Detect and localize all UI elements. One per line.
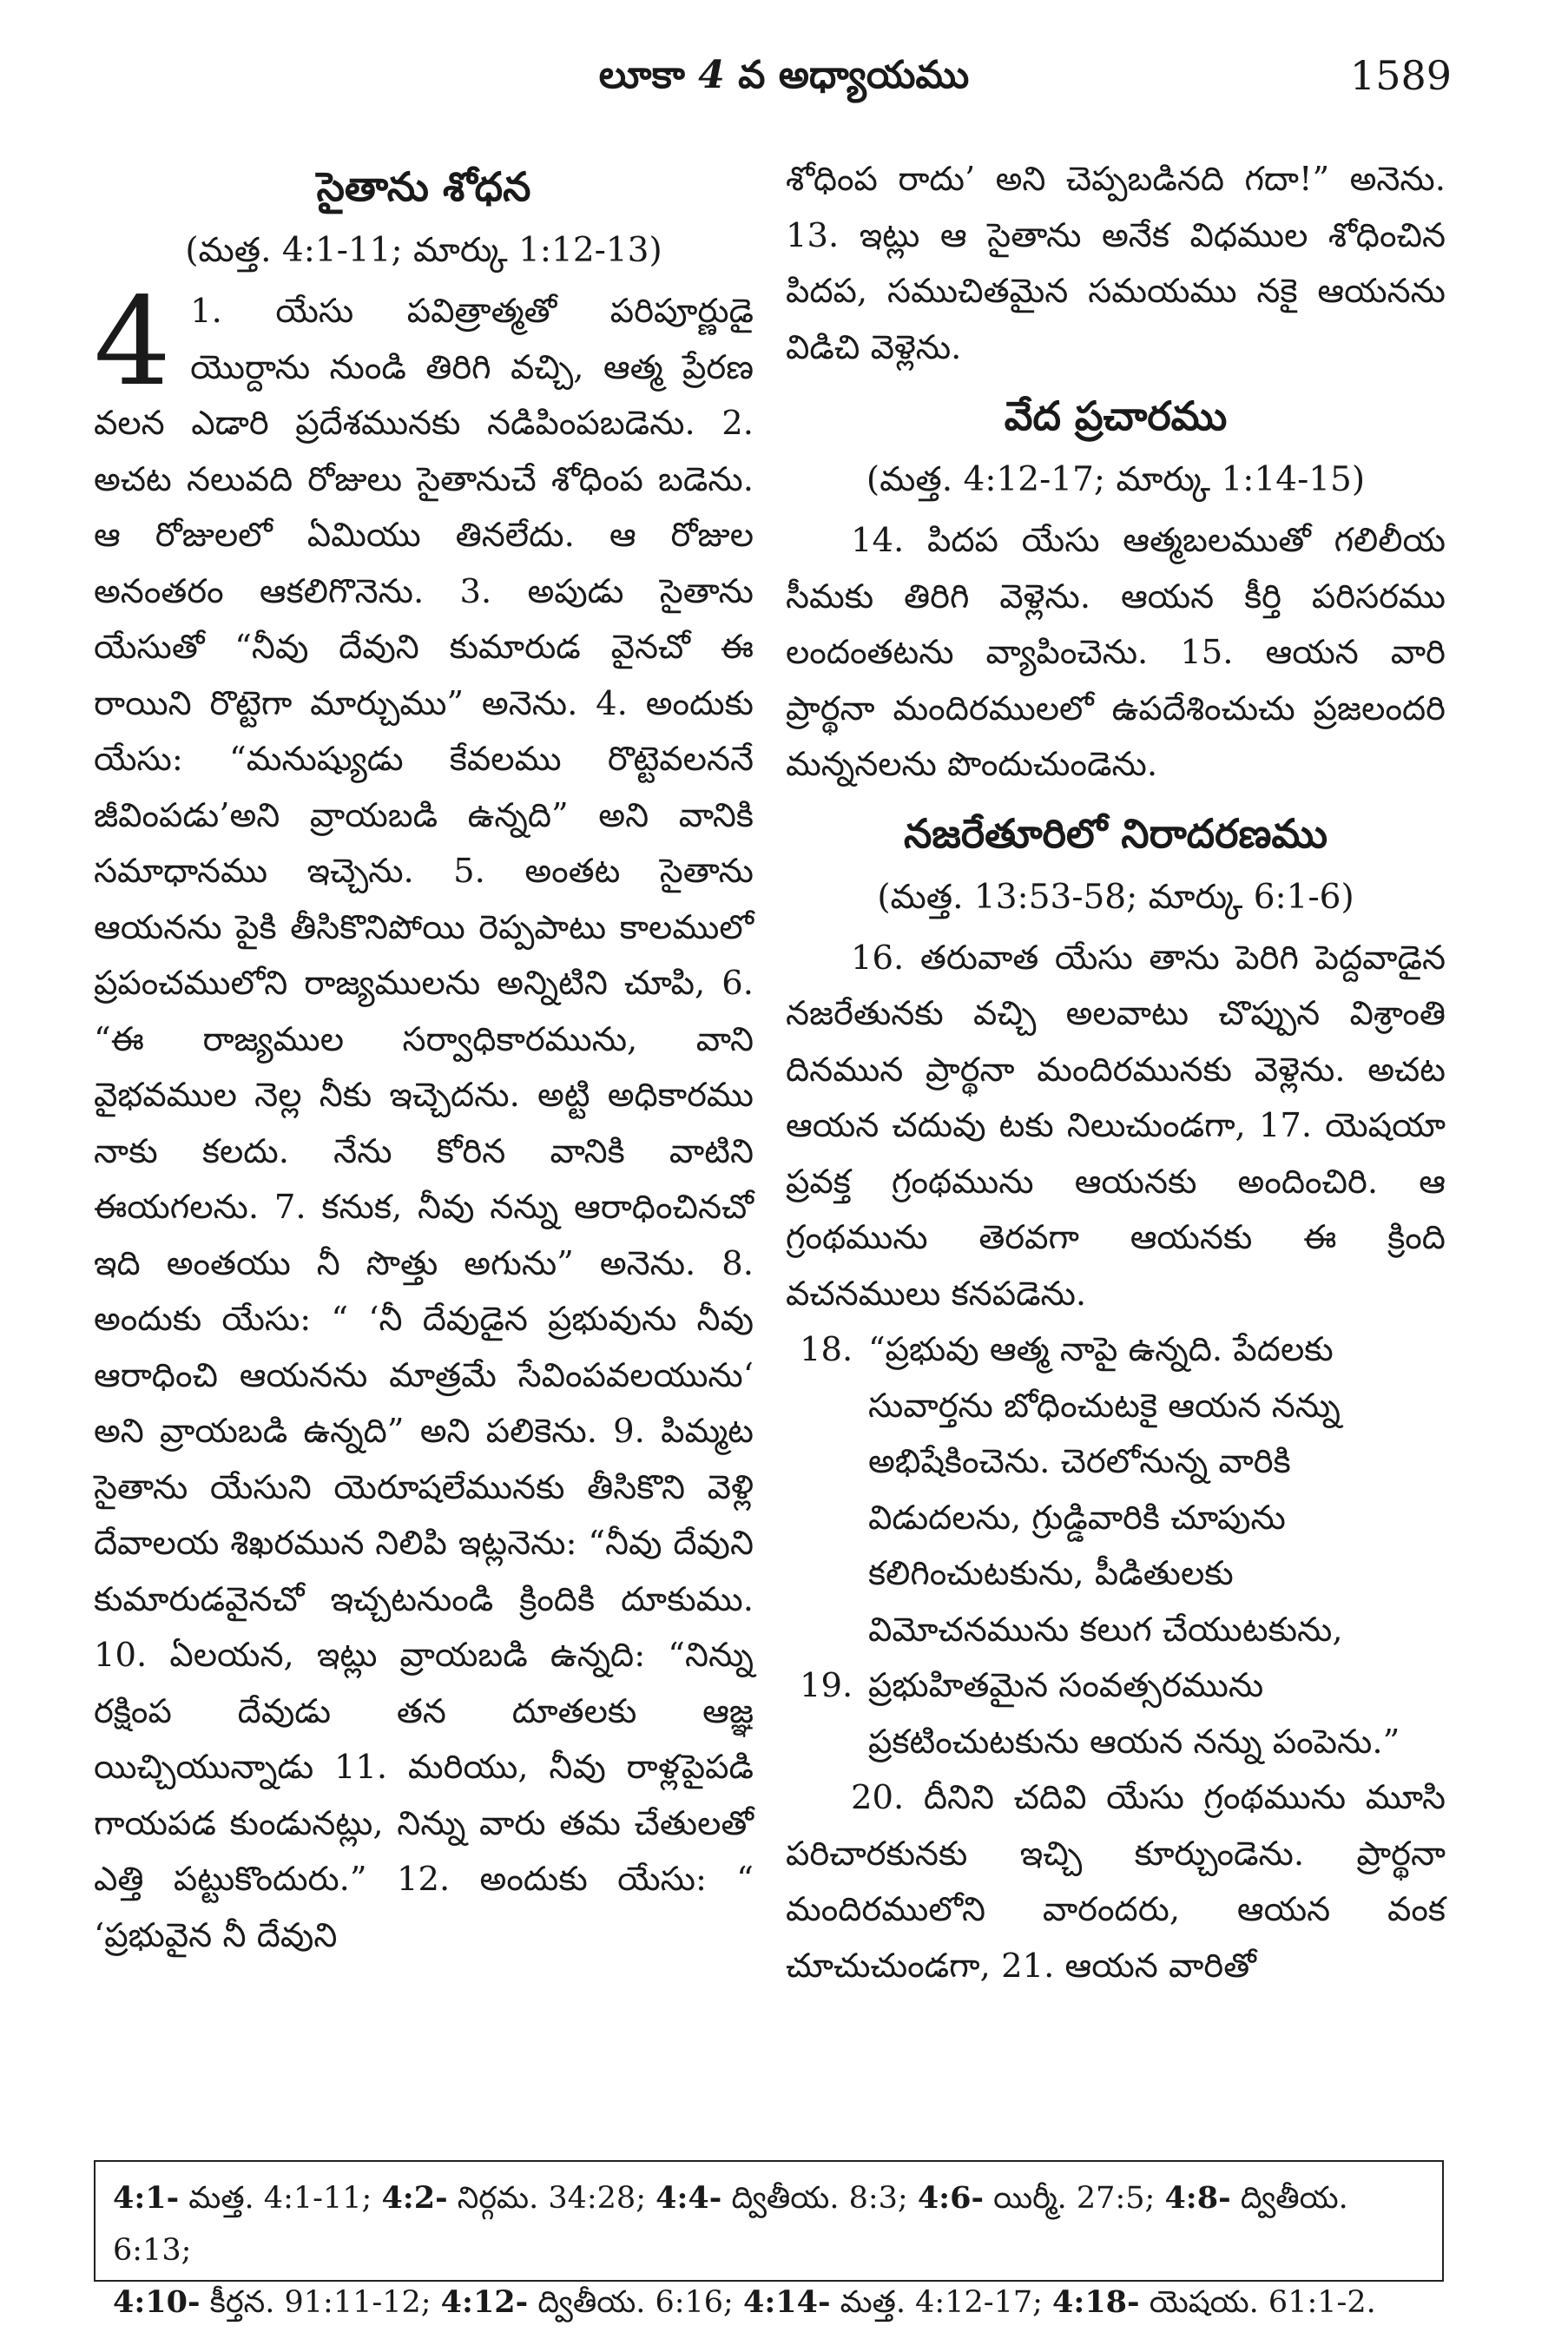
running-head xyxy=(0,45,1568,106)
left-column xyxy=(94,152,754,1964)
footnote: 4:1- మత్త. 4:1-11; xyxy=(113,2180,372,2216)
footnote: 4:12- ద్వితీయ. 6:16; xyxy=(440,2284,734,2320)
section-ref-temptation: (మత్త. 4:1-11; మార్కు 1:12-13) xyxy=(185,231,662,270)
verse-18-line: 18. “ప్రభువు ఆత్మ నాపై ఉన్నది. పేదలకు xyxy=(786,1322,1446,1379)
verse-18-line: సువార్తను బోధించుటకై ఆయన నన్ను xyxy=(868,1386,1341,1426)
verse-number: 18. xyxy=(800,1330,853,1369)
verse-18-line: విడుదలను, గ్రుడ్డివారికి చూపును xyxy=(868,1498,1286,1538)
preaching-paragraph: 14. పిదప యేసు ఆత్మబలముతో గలిలీయ సీమకు తిరిగి వెళ్లెను. ఆయన కీర్తి పరిసరము లందంతటను వ్యాపించెను. 15. ఆయన వారి ప్రార్థనా మందిరములలో ఉపదేశించుచు ప్రజలందరి మన్ననలను పొందుచుండెను. xyxy=(786,521,1446,784)
paragraph-text: 1. యేసు పవిత్రాత్మతో పరిపూర్ణుడై యొర్దాను నుండి తిరిగి వచ్చి, ఆత్మ ప్రేరణ వలన ఎడారి ప్రదేశమునకు నడిపింపబడెను. 2. అచట నలువది రోజులు సైతానుచే శోధింప బడెను. ఆ రోజులలో ఏమియు తినలేదు. ఆ రోజుల అనంతరం ఆకలిగొనెను. 3. అపుడు సైతాను యేసుతో “నీవు దేవుని కుమారుడ వైనచో ఈ రాయిని రొట్టెగా మార్చుము” అనెను. 4. అందుకు యేసు: “మనుష్యుడు కేవలము రొట్టెవలననే జీవింపడు’అని వ్రాయబడి ఉన్నది” అని వానికి సమాధానము ఇచ్చెను. 5. అంతట సైతాను ఆయనను పైకి తీసికొనిపోయి రెప్పపాటు కాలములో ప్రపంచములోని రాజ్యములను అన్నిటిని చూపి, 6. “ఈ రాజ్యముల సర్వాధికారమును, వాని వైభవముల నెల్ల నీకు ఇచ్చెదను. అట్టి అధికారము నాకు కలదు. నేను కోరిన వానికి వాటిని ఈయగలను. 7. కనుక, నీవు నన్ను ఆరాధించినచో ఇది అంతయు నీ సొత్తు అగును” అనెను. 8. అందుకు యేసు: “ ‘నీ దేవుడైన ప్రభువును నీవు ఆరాధించి ఆయనను మాత్రమే సేవింపవలయును‘ అని వ్రాయబడి ఉన్నది” అని పలికెను. 9. పిమ్మట సైతాను యేసుని యెరూషలేమునకు తీసికొని వెళ్లి దేవాలయ శిఖరమున నిలిపి ఇట్లనెను: “నీవు దేవుని కుమారుడవైనచో ఇచ్చటనుండి క్రిందికి దూకుము. 10. ఏలయన, ఇట్లు వ్రాయబడి ఉన్నది: “నిన్ను రక్షింప దేవుడు తన దూతలకు ఆజ్ఞ యిచ్చియున్నాడు 11. మరియు, నీవు రాళ్లపైపడి గాయపడ కుండునట్లు, నిన్ను వారు తమ చేతులతో ఎత్తి పట్టుకొందురు.” 12. అందుకు యేసు: “ ‘ప్రభువైన నీ దేవుని xyxy=(94,292,754,1955)
footnote: 4:8- ద్వితీయ. 6:13; xyxy=(113,2180,1348,2268)
verse-number: 19. xyxy=(800,1666,853,1705)
chapter-opening-paragraph xyxy=(94,272,754,1964)
book-name: లూకా xyxy=(598,53,685,97)
footnote: 4:6- యిర్మీ. 27:5; xyxy=(917,2180,1156,2216)
section-title-preaching: వేద ప్రచారము xyxy=(1004,392,1228,439)
chapter-word: వ అధ్యాయము xyxy=(738,53,970,97)
verse-18-line: కలిగించుటకును, పీడితులకు xyxy=(868,1554,1234,1593)
page-number: 1589 xyxy=(1349,52,1452,99)
verse-18-line: విమోచనమును కలుగ చేయుటకును, xyxy=(868,1610,1343,1650)
cross-reference-footnotes xyxy=(94,2160,1444,2320)
page-header xyxy=(0,45,1568,106)
section-title-nazareth: నజరేతూరిలో నిరాదరణము xyxy=(903,809,1328,857)
nazareth-paragraph: 16. తరువాత యేసు తాను పెరిగి పెద్దవాడైన నజరేతునకు వచ్చి అలవాటు చొప్పున విశ్రాంతి దినమున ప్రార్థనా మందిరమునకు వెళ్లెను. అచట ఆయన చదువు టకు నిలుచుండగా, 17. యెషయా ప్రవక్త గ్రంథమును ఆయనకు అందించిరి. ఆ గ్రంథమును తెరవగా ఆయనకు ఈ క్రింది వచనములు కనపడెను. xyxy=(786,938,1446,1314)
footnote: 4:4- ద్వితీయ. 8:3; xyxy=(656,2180,908,2216)
footnote: 4:14- మత్త. 4:12-17; xyxy=(742,2284,1043,2320)
chapter-number: 4 xyxy=(698,53,725,97)
section-ref-preaching: (మత్త. 4:12-17; మార్కు 1:14-15) xyxy=(866,460,1366,499)
verse-18-line: అభిషేకించెను. చెరలోనున్న వారికి xyxy=(868,1442,1291,1481)
verse-19-line: 19. ప్రభుహితమైన సంవత్సరమును xyxy=(786,1658,1446,1715)
footnote: 4:18- యెషయ. 61:1-2. xyxy=(1052,2284,1376,2320)
section-title-temptation: సైతాను శోధన xyxy=(316,163,531,210)
chapter-numeral: 4 xyxy=(94,272,172,413)
footnote: 4:2- నిర్గమ. 34:28; xyxy=(381,2180,646,2216)
continuation-paragraph: శోధింప రాదు’ అని చెప్పబడినది గదా!” అనెను. 13. ఇట్లు ఆ సైతాను అనేక విధముల శోధించిన పిదప, సముచితమైన సమయము నకై ఆయనను విడిచి వెళ్లెను. xyxy=(786,160,1446,367)
closing-paragraph: 20. దీనిని చదివి యేసు గ్రంథమును మూసి పరిచారకునకు ఇచ్చి కూర్చుండెను. ప్రార్థనా మందిరములోని వారందరు, ఆయన వంక చూచుచుండగా, 21. ఆయన వారితో xyxy=(786,1778,1446,1986)
section-ref-nazareth: (మత్త. 13:53-58; మార్కు 6:1-6) xyxy=(877,877,1354,917)
verse-19-line: ప్రకటించుటకును ఆయన నన్ను పంపెను.” xyxy=(868,1722,1400,1762)
right-column xyxy=(786,152,1446,1994)
footnote: 4:10- కీర్తన. 91:11-12; xyxy=(113,2284,432,2320)
quoted-verses xyxy=(786,1322,1446,1770)
